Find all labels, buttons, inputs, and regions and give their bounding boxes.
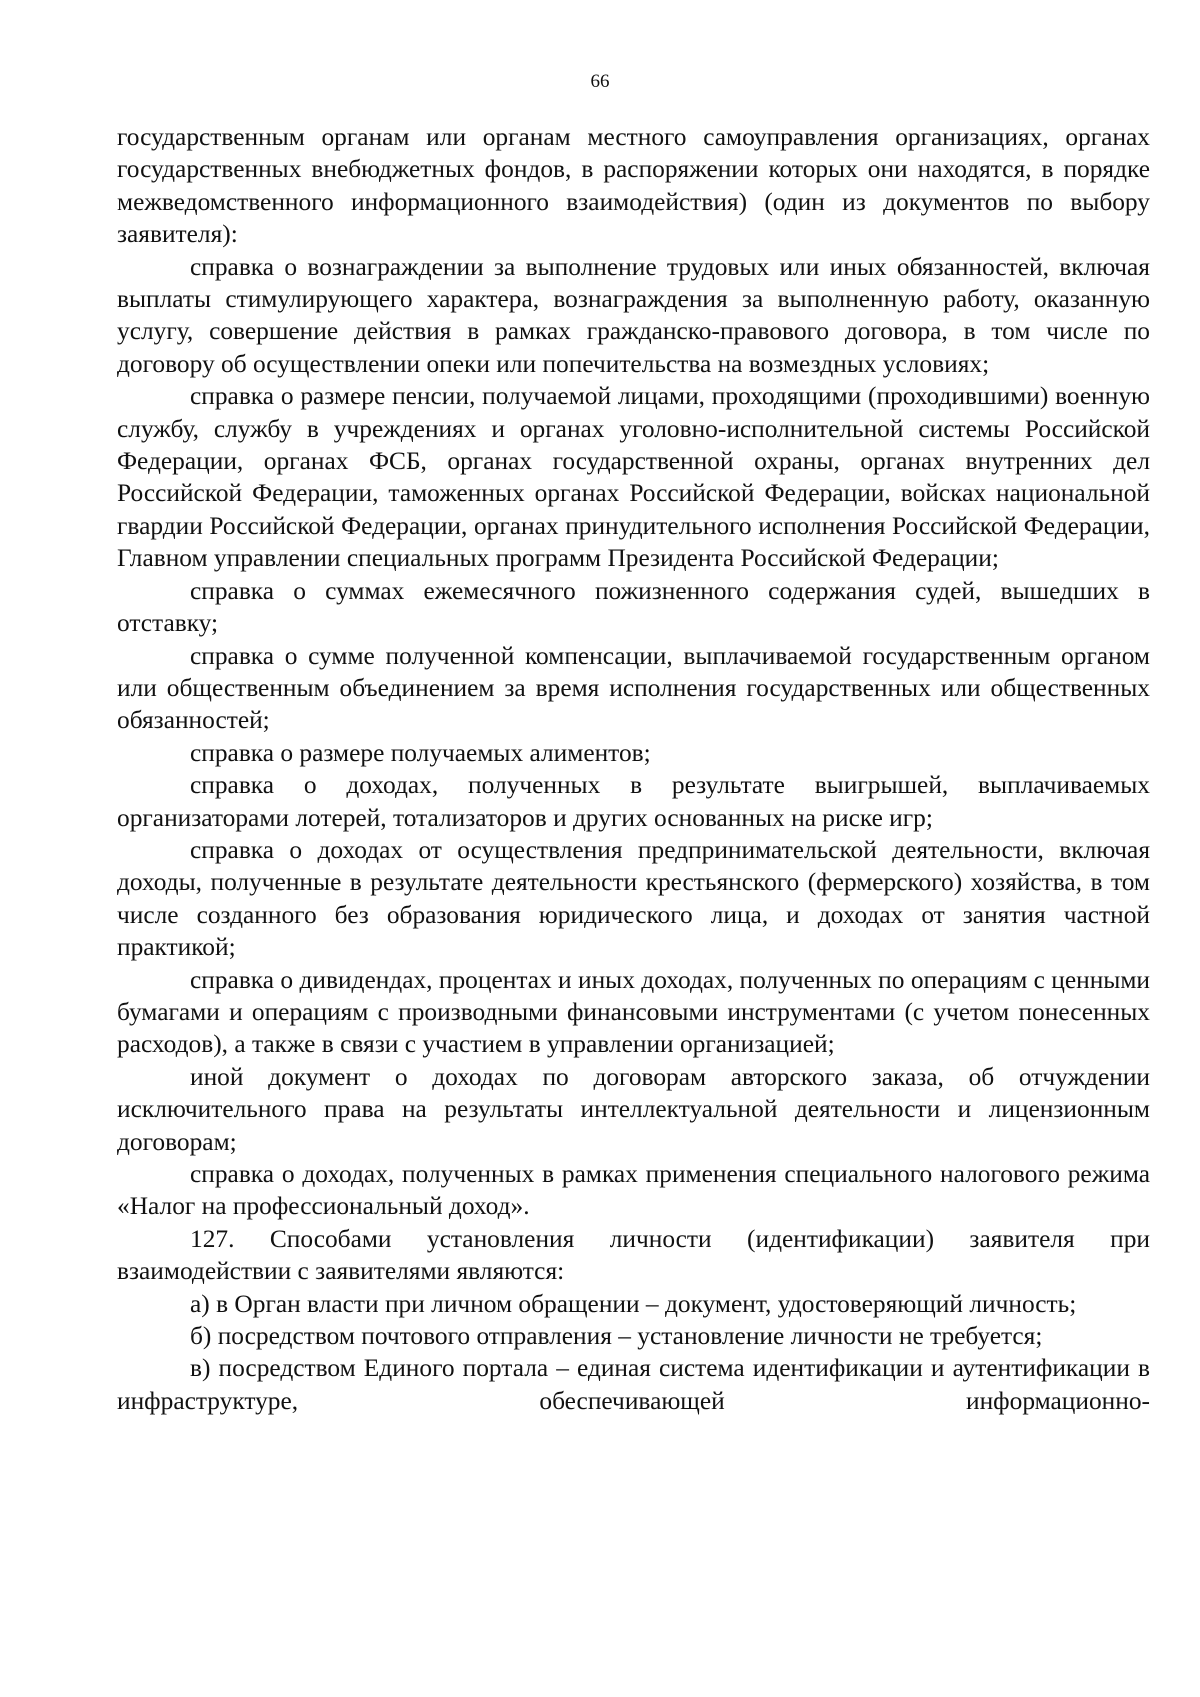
paragraph-self-employed-income: справка о доходах, полученных в рамках применения специального налогового режима «Налог на профессиональный доход». bbox=[117, 1160, 1150, 1221]
paragraph-item-b: б) посредством почтового отправления – установление личности не требуется; bbox=[190, 1322, 1043, 1351]
paragraph-item-v: в) посредством Единого портала – единая система идентификации и аутентификации в инфраструктуре, обеспечивающей информационно- bbox=[117, 1354, 1150, 1415]
document-body bbox=[117, 121, 1150, 1417]
paragraph-lottery-income: справка о доходах, полученных в результате выигрышей, выплачиваемых организаторами лотерей, тотализаторов и других основанных на риске игр; bbox=[117, 771, 1150, 832]
paragraph-copyright-income: иной документ о доходах по договорам авторского заказа, об отчуждении исключительного права на результаты интеллектуальной деятельности и лицензионным договорам; bbox=[117, 1062, 1150, 1156]
paragraph-securities-income: справка о дивидендах, процентах и иных доходах, полученных по операциям с ценными бумагами и операциям с производными финансовыми инструментами (с учетом понесенных расходов), а также в связи с участием в управлении организацией; bbox=[117, 965, 1150, 1059]
paragraph-remuneration-certificate: справка о вознаграждении за выполнение трудовых или иных обязанностей, включая выплаты стимулирующего характера, вознаграждения за выполненную работу, оказанную услугу, совершение действия в рамках гражданско-правового договора, в том числе по договору об осуществлении опеки или попечительства на возмездных условиях; bbox=[117, 252, 1150, 378]
paragraph-judges-allowance: справка о суммах ежемесячного пожизненного содержания судей, вышедших в отставку; bbox=[117, 576, 1150, 638]
paragraph-alimony-certificate: справка о размере получаемых алиментов; bbox=[190, 738, 651, 767]
paragraph-item-a: а) в Орган власти при личном обращении – документ, удостоверяющий личность; bbox=[190, 1289, 1077, 1318]
paragraph-compensation-certificate: справка о сумме полученной компенсации, выплачиваемой государственным органом или общественным объединением за время исполнения государственных или общественных обязанностей; bbox=[117, 641, 1150, 735]
page-number: 66 bbox=[590, 71, 610, 92]
paragraph-business-income: справка о доходах от осуществления предпринимательской деятельности, включая доходы, полученные в результате деятельности крестьянского (фермерского) хозяйства, в том числе созданного без образования юридического лица, и доходах от занятия частной практикой; bbox=[117, 835, 1150, 962]
paragraph-continuation: государственным органам или органам местного самоуправления организациях, органах государственных внебюджетных фондов, в распоряжении которых они находятся, в порядке межведомственного информационного взаимодействия) (один из документов по выбору заявителя): bbox=[117, 123, 1150, 249]
paragraph-item-127: 127. Способами установления личности (идентификации) заявителя при взаимодействии с заявителями являются: bbox=[117, 1224, 1150, 1286]
paragraph-pension-certificate: справка о размере пенсии, получаемой лицами, проходящими (проходившими) военную службу, службу в учреждениях и органах уголовно-исполнительной системы Российской Федерации, органах ФСБ, органах государственной охраны, органах внутренних дел Российской Федерации, таможенных органах Российской Федерации, войсках национальной гвардии Российской Федерации, органах принудительного исполнения Российской Федерации, Главном управлении специальных программ Президента Российской Федерации; bbox=[117, 382, 1150, 573]
